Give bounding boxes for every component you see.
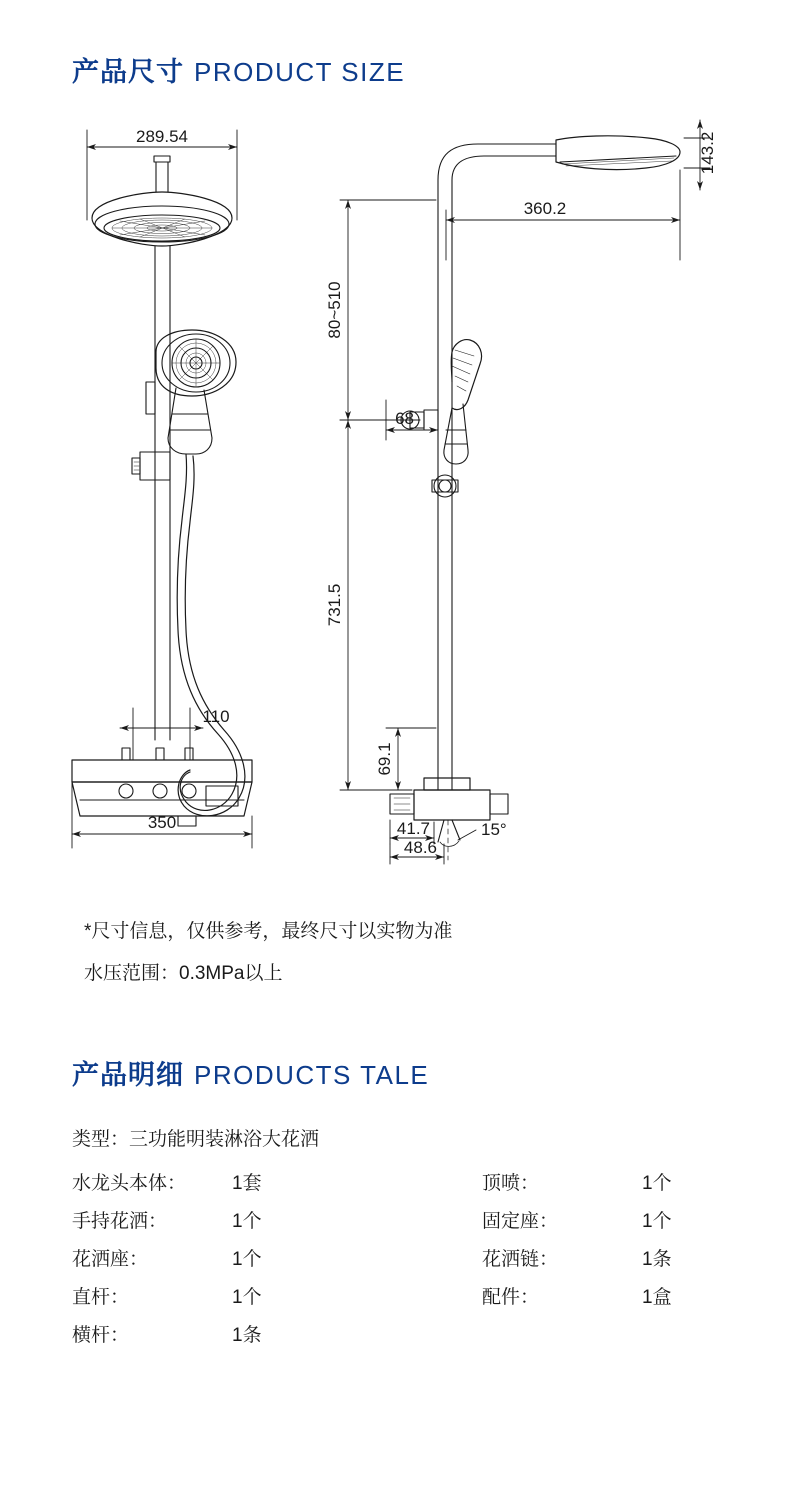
dim-angle: 15° xyxy=(481,820,507,839)
list-item xyxy=(482,1162,672,1200)
section-heading-en: PRODUCTS TALE xyxy=(194,1060,430,1090)
dim-bracket-offset: 68 xyxy=(395,409,414,428)
list-item xyxy=(72,1276,262,1314)
item-value: 1个 xyxy=(642,1210,672,1232)
list-item xyxy=(72,1200,262,1238)
section-heading-en: PRODUCT SIZE xyxy=(194,57,406,87)
detail-list-left xyxy=(72,1162,262,1352)
technical-drawing xyxy=(0,100,790,900)
dim-riser-range: 80~510 xyxy=(325,281,344,339)
item-value: 1条 xyxy=(232,1324,262,1346)
item-value: 1个 xyxy=(232,1210,262,1232)
note-water-pressure: 水压范围：0.3MPa以上 xyxy=(84,963,283,984)
item-value: 1个 xyxy=(232,1286,262,1308)
dim-total-height: 731.5 xyxy=(325,583,344,627)
item-value: 1条 xyxy=(642,1248,672,1270)
list-item xyxy=(482,1200,672,1238)
product-type-row xyxy=(72,1124,319,1151)
item-label: 横杆： xyxy=(72,1324,130,1346)
item-value: 1盒 xyxy=(642,1286,672,1308)
list-item xyxy=(482,1238,672,1276)
dim-head-height: 143.2 xyxy=(698,131,717,175)
list-item xyxy=(72,1238,262,1276)
item-label: 直杆： xyxy=(72,1286,130,1308)
dim-valve-depth1: 41.7 xyxy=(396,819,430,838)
dim-valve-height: 69.1 xyxy=(375,742,394,776)
section-heading-cn: 产品明细 xyxy=(72,1060,184,1090)
item-label: 水龙头本体： xyxy=(72,1172,187,1194)
list-item xyxy=(72,1314,262,1352)
dim-front-top: 289.54 xyxy=(136,127,188,146)
item-value: 1个 xyxy=(642,1172,672,1194)
item-label: 配件： xyxy=(482,1286,540,1308)
list-item xyxy=(72,1162,262,1200)
section-heading-cn: 产品尺寸 xyxy=(72,57,184,87)
section-heading-products-tale xyxy=(72,1053,429,1092)
item-value: 1套 xyxy=(232,1172,262,1194)
product-type-value: 三功能明装淋浴大花洒 xyxy=(129,1129,320,1150)
dim-front-bottom: 350 xyxy=(147,813,177,832)
item-label: 顶喷： xyxy=(482,1172,540,1194)
item-label: 固定座： xyxy=(482,1210,559,1232)
item-label: 花洒链： xyxy=(482,1248,559,1270)
section-heading-product-size xyxy=(72,50,405,89)
dim-front-handle: 110 xyxy=(202,707,230,726)
list-item xyxy=(482,1276,672,1314)
item-label: 手持花洒： xyxy=(72,1210,168,1232)
item-value: 1个 xyxy=(232,1248,262,1270)
product-type-label: 类型： xyxy=(72,1129,130,1150)
dim-arm-length: 360.2 xyxy=(523,199,567,218)
detail-list-right xyxy=(482,1162,672,1314)
note-dimension-disclaimer: *尺寸信息，仅供参考，最终尺寸以实物为准 xyxy=(84,921,453,942)
item-label: 花洒座： xyxy=(72,1248,149,1270)
dim-valve-depth2: 48.6 xyxy=(403,838,437,857)
